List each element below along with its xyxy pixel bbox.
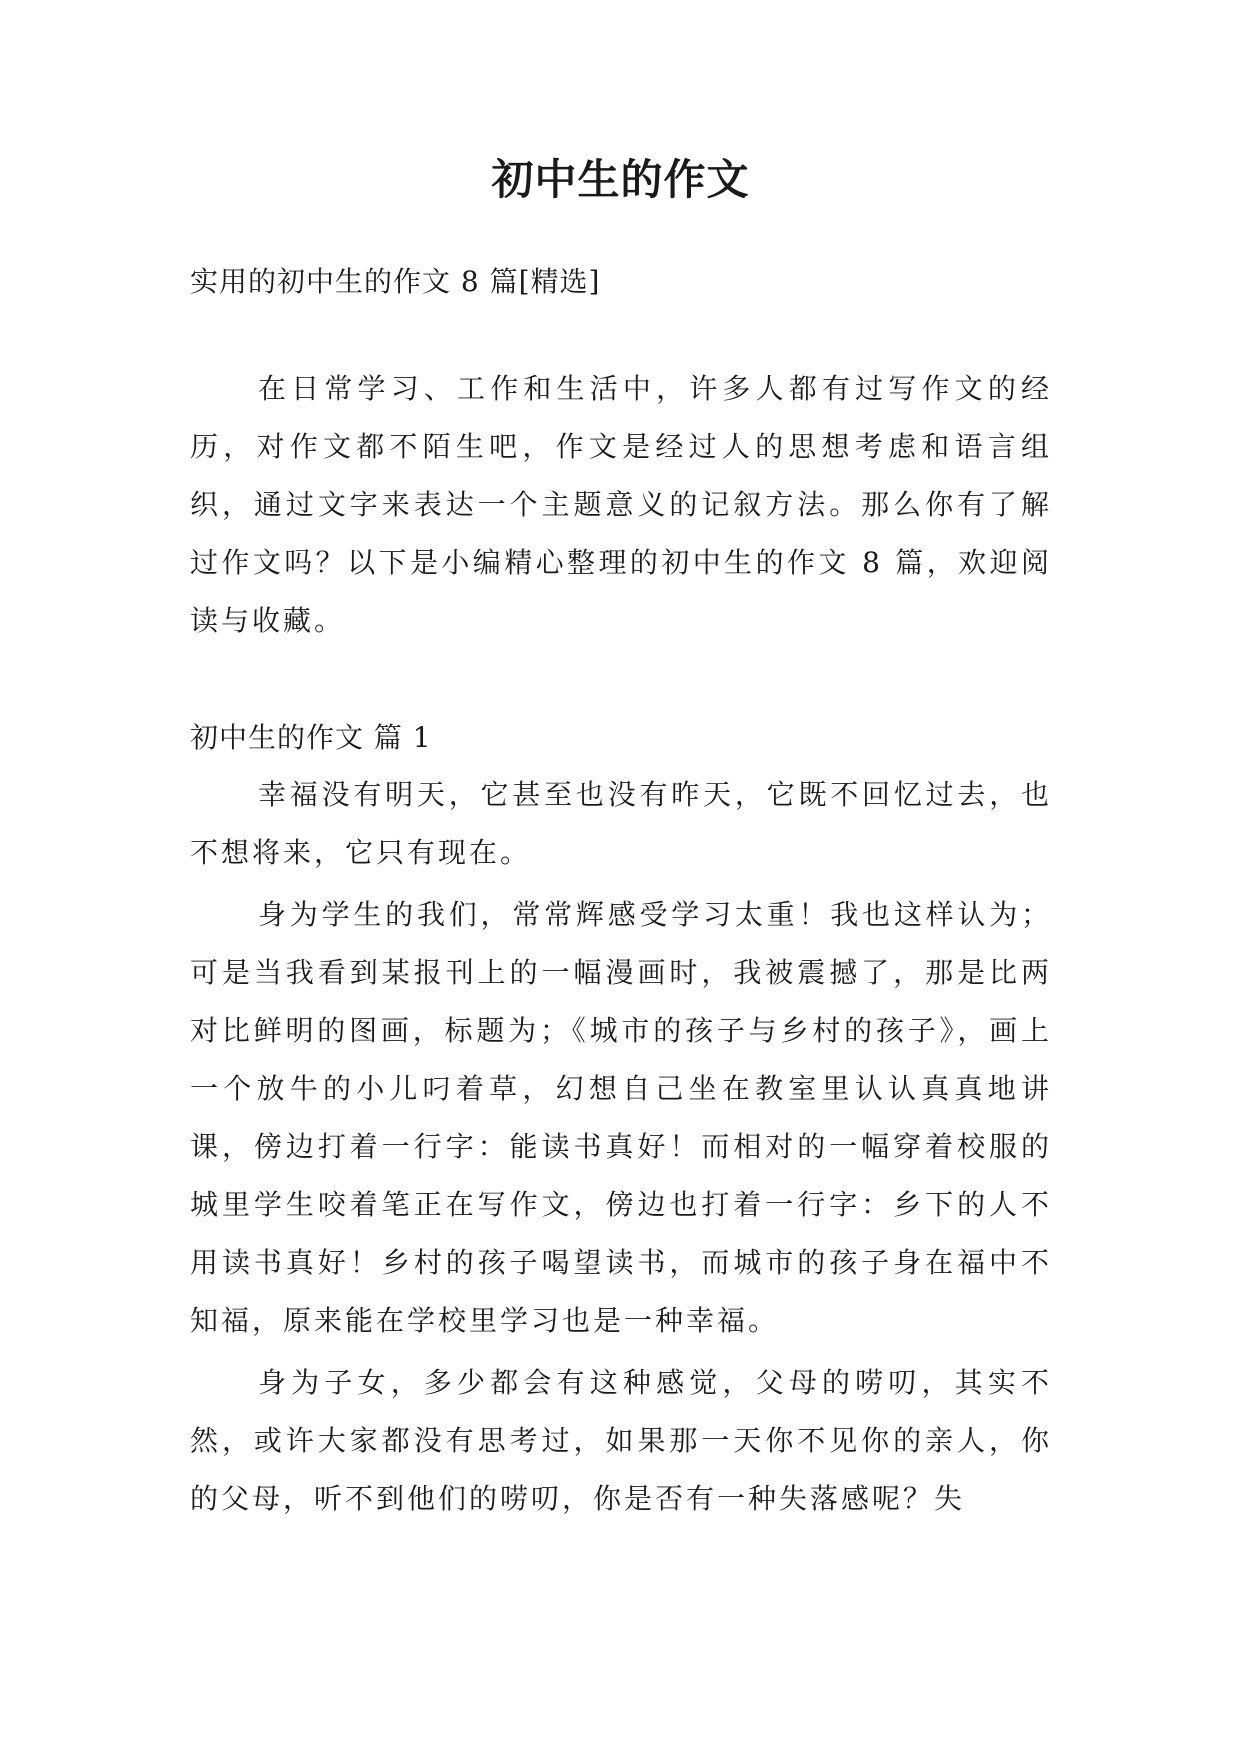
body-paragraph: 幸福没有明天，它甚至也没有昨天，它既不回忆过去，也不想将来，它只有现在。 [190, 778, 1052, 869]
document-body [190, 262, 1052, 1528]
body-paragraph: 身为子女，多少都会有这种感觉，父母的唠叨，其实不然，或许大家都没有思考过，如果那一天你不见你的亲人，你的父母，听不到他们的唠叨，你是否有一种失落感呢？失 [190, 1366, 1052, 1515]
body-paragraph: 身为学生的我们，常常辉感受学习太重！我也这样认为；可是当我看到某报刊上的一幅漫画时，我被震撼了，那是比两对比鲜明的图画，标题为；《城市的孩子与乡村的孩子》，画上一个放牛的小儿叼着草，幻想自己坐在教室里认认真真地讲课，傍边打着一行字：能读书真好！而相对的一幅穿着校服的城里学生咬着笔正在写作文，傍边也打着一行字：乡下的人不用读书真好！乡村的孩子喝望读书，而城市的孩子身在福中不知福，原来能在学校里学习也是一种幸福。 [190, 898, 1052, 1337]
document-subtitle: 实用的初中生的作文 8 篇[精选] [190, 265, 601, 298]
intro-paragraph: 在日常学习、工作和生活中，许多人都有过写作文的经历，对作文都不陌生吧，作文是经过人的思想考虑和语言组织，通过文字来表达一个主题意义的记叙方法。那么你有了解过作文吗？以下是小编精心整理的初中生的作文 8 篇，欢迎阅读与收藏。 [190, 372, 1052, 637]
section-heading: 初中生的作文 篇 1 [190, 721, 432, 754]
document-title: 初中生的作文 [491, 155, 750, 204]
